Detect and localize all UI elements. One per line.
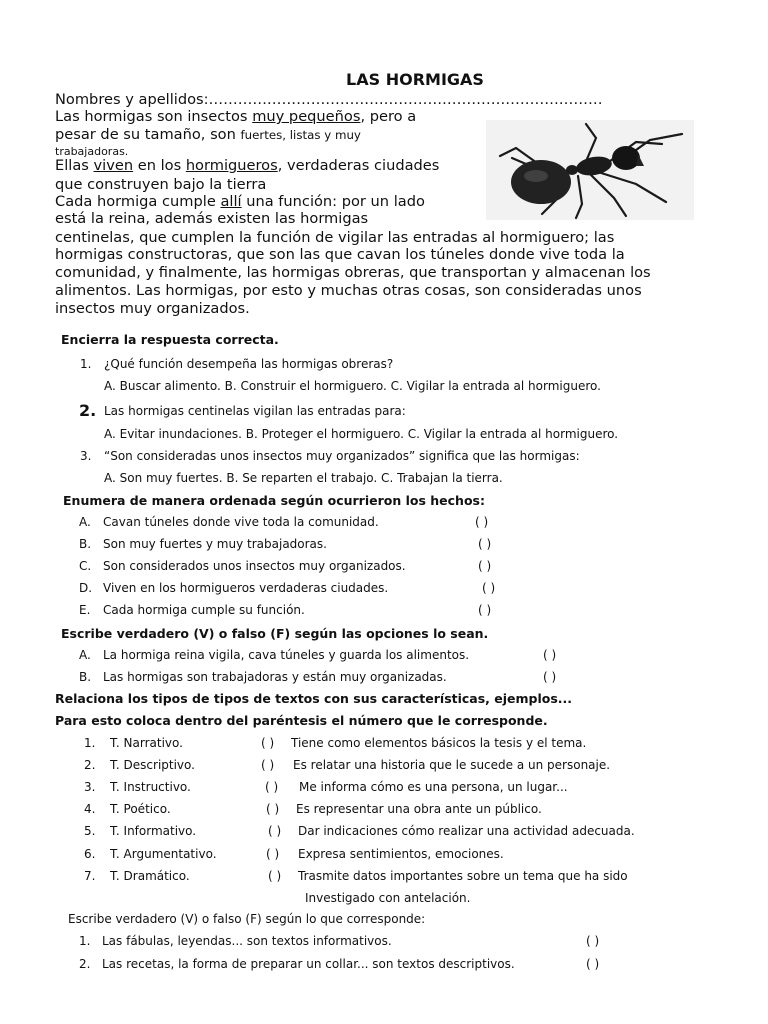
answer-blank[interactable]: ( ) xyxy=(478,559,492,573)
table-row-type: T. Descriptivo. xyxy=(110,758,195,772)
list-item-text: Las fábulas, leyendas... son textos informativos. xyxy=(102,934,392,948)
table-row-type: T. Poético. xyxy=(110,802,171,816)
answer-blank[interactable]: ( ) xyxy=(482,581,496,595)
list-item-letter: E. xyxy=(79,603,91,617)
list-item-num: 2. xyxy=(79,957,91,971)
reading-line-4: Ellas viven en los hormigueros, verdaderas ciudades xyxy=(55,157,440,174)
table-row-type: T. Instructivo. xyxy=(110,780,191,794)
question-1-text: ¿Qué función desempeña las hormigas obreras? xyxy=(104,357,394,371)
reading-line-3: trabajadoras. xyxy=(55,145,129,158)
list-item-letter: D. xyxy=(79,581,93,595)
reading-line-7: está la reina, además existen las hormigas xyxy=(55,210,369,227)
answer-blank[interactable]: ( ) xyxy=(266,847,280,861)
answer-blank[interactable]: ( ) xyxy=(261,736,275,750)
reading-line-8: centinelas, que cumplen la función de vigilar las entradas al hormiguero; las xyxy=(55,229,615,246)
table-row-desc: Trasmite datos importantes sobre un tema que ha sido xyxy=(298,869,628,883)
answer-blank[interactable]: ( ) xyxy=(265,780,279,794)
question-1-options[interactable]: A. Buscar alimento. B. Construir el hormiguero. C. Vigilar la entrada al hormiguero. xyxy=(104,379,601,393)
reading-line-11: alimentos. Las hormigas, por esto y muchas otras cosas, son consideradas unos xyxy=(55,282,642,299)
reading-line-9: hormigas constructoras, que son las que cavan los túneles donde vive toda la xyxy=(55,246,625,263)
table-row-type: T. Narrativo. xyxy=(110,736,183,750)
question-3-options[interactable]: A. Son muy fuertes. B. Se reparten el trabajo. C. Trabajan la tierra. xyxy=(104,471,503,485)
table-row-type: T. Informativo. xyxy=(110,824,197,838)
question-2-options[interactable]: A. Evitar inundaciones. B. Proteger el hormiguero. C. Vigilar la entrada al hormiguero. xyxy=(104,427,619,441)
table-row-desc: Me informa cómo es una persona, un lugar... xyxy=(299,780,568,794)
question-3-text: “Son consideradas unos insectos muy organizados” significa que las hormigas: xyxy=(104,449,580,463)
question-1-num: 1. xyxy=(80,357,92,371)
list-item-text: La hormiga reina vigila, cava túneles y guarda los alimentos. xyxy=(103,648,470,662)
reading-line-1: Las hormigas son insectos muy pequeños, pero a xyxy=(55,108,417,125)
table-row-type: T. Argumentativo. xyxy=(110,847,217,861)
answer-blank[interactable]: ( ) xyxy=(543,670,557,684)
list-item-text: Viven en los hormigueros verdaderas ciudades. xyxy=(103,581,389,595)
table-row-desc: Es relatar una historia que le sucede a un personaje. xyxy=(293,758,611,772)
table-row-desc-continuation: Investigado con antelación. xyxy=(305,891,471,905)
question-2-num: 2. xyxy=(79,401,97,420)
answer-blank[interactable]: ( ) xyxy=(266,802,280,816)
section-4-heading: Relaciona los tipos de tipos de textos con sus características, ejemplos... xyxy=(55,691,573,706)
list-item-letter: C. xyxy=(79,559,92,573)
table-row-desc: Dar indicaciones cómo realizar una actividad adecuada. xyxy=(298,824,635,838)
list-item-letter: A. xyxy=(79,515,91,529)
list-item-text: Las hormigas son trabajadoras y están muy organizadas. xyxy=(103,670,447,684)
section-2-heading: Enumera de manera ordenada según ocurrieron los hechos: xyxy=(63,493,485,508)
reading-line-2: pesar de su tamaño, son fuertes, listas y muy xyxy=(55,126,361,143)
reading-line-10: comunidad, y finalmente, las hormigas obreras, que transportan y almacenan los xyxy=(55,264,651,281)
page-title: LAS HORMIGAS xyxy=(346,70,484,89)
table-row-num: 3. xyxy=(84,780,96,794)
list-item-text: Cavan túneles donde vive toda la comunidad. xyxy=(103,515,379,529)
list-item-text: Son muy fuertes y muy trabajadoras. xyxy=(103,537,327,551)
question-2-text: Las hormigas centinelas vigilan las entradas para: xyxy=(104,404,406,418)
reading-line-12: insectos muy organizados. xyxy=(55,300,250,317)
answer-blank[interactable]: ( ) xyxy=(478,537,492,551)
answer-blank[interactable]: ( ) xyxy=(261,758,275,772)
list-item-letter: B. xyxy=(79,537,92,551)
reading-line-5: que construyen bajo la tierra xyxy=(55,176,267,193)
table-row-num: 7. xyxy=(84,869,96,883)
answer-blank[interactable]: ( ) xyxy=(478,603,492,617)
table-row-type: T. Dramático. xyxy=(110,869,190,883)
table-row-desc: Expresa sentimientos, emociones. xyxy=(298,847,504,861)
question-3-num: 3. xyxy=(80,449,92,463)
answer-blank[interactable]: ( ) xyxy=(268,869,282,883)
list-item-text: Las recetas, la forma de preparar un collar... son textos descriptivos. xyxy=(102,957,515,971)
table-row-num: 1. xyxy=(84,736,96,750)
section-5-heading: Escribe verdadero (V) o falso (F) según lo que corresponde: xyxy=(68,912,426,926)
name-line[interactable]: Nombres y apellidos:……………………………………………………………………… xyxy=(55,91,603,108)
answer-blank[interactable]: ( ) xyxy=(268,824,282,838)
answer-blank[interactable]: ( ) xyxy=(586,957,600,971)
list-item-text: Son considerados unos insectos muy organizados. xyxy=(103,559,406,573)
list-item-num: 1. xyxy=(79,934,91,948)
table-row-num: 6. xyxy=(84,847,96,861)
table-row-desc: Tiene como elementos básicos la tesis y el tema. xyxy=(291,736,587,750)
list-item-letter: A. xyxy=(79,648,91,662)
table-row-num: 4. xyxy=(84,802,96,816)
list-item-text: Cada hormiga cumple su función. xyxy=(103,603,305,617)
section-4-subheading: Para esto coloca dentro del paréntesis el número que le corresponde. xyxy=(55,713,548,728)
table-row-num: 5. xyxy=(84,824,96,838)
answer-blank[interactable]: ( ) xyxy=(586,934,600,948)
list-item-letter: B. xyxy=(79,670,92,684)
table-row-desc: Es representar una obra ante un público. xyxy=(296,802,542,816)
reading-line-6: Cada hormiga cumple allí una función: por un lado xyxy=(55,193,425,210)
table-row-num: 2. xyxy=(84,758,96,772)
answer-blank[interactable]: ( ) xyxy=(543,648,557,662)
ant-image xyxy=(486,120,694,220)
section-3-heading: Escribe verdadero (V) o falso (F) según las opciones lo sean. xyxy=(61,626,489,641)
section-1-heading: Encierra la respuesta correcta. xyxy=(61,332,279,347)
answer-blank[interactable]: ( ) xyxy=(475,515,489,529)
